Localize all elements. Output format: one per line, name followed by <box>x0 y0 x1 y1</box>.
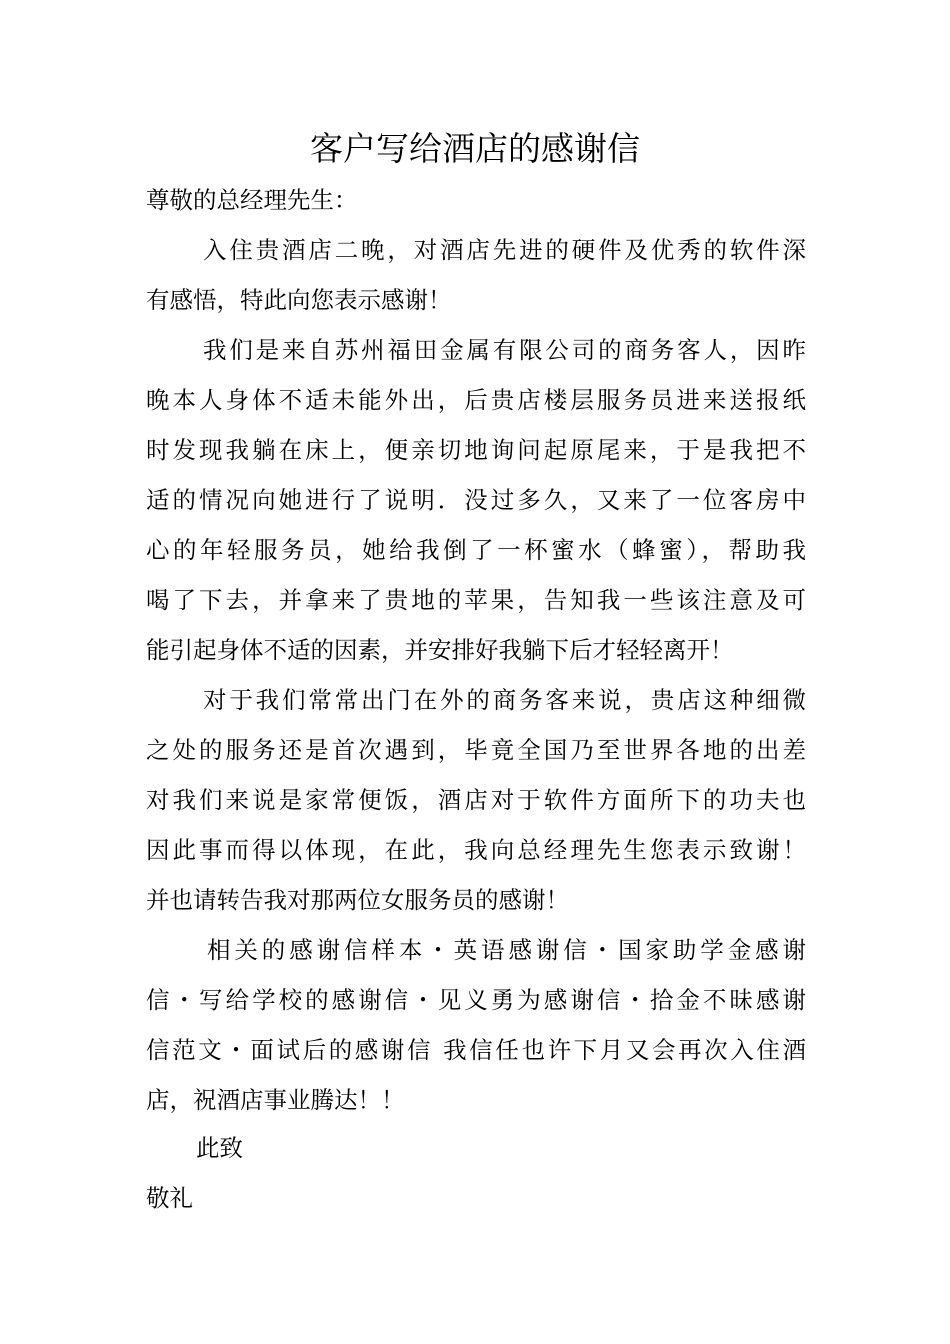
paragraph-line: 能引起身体不适的因素，并安排好我躺下后才轻轻离开！ <box>146 636 734 664</box>
paragraph-line: 之处的服务还是首次遇到，毕竟全国乃至世界各地的出差 <box>146 736 806 764</box>
paragraph-line: 有感悟，特此向您表示感谢！ <box>146 286 452 314</box>
regards: 敬礼 <box>146 1184 193 1212</box>
closing: 此致 <box>196 1134 243 1162</box>
paragraph-line: 店，祝酒店事业腾达！！ <box>146 1086 405 1114</box>
paragraph-line: 对于我们常常出门在外的商务客来说，贵店这种细微 <box>203 686 806 714</box>
page-title: 客户写给酒店的感谢信 <box>310 129 640 168</box>
paragraph-line: 入住贵酒店二晚，对酒店先进的硬件及优秀的软件深 <box>203 236 806 264</box>
paragraph-line: 并也请转告我对那两位女服务员的感谢！ <box>146 886 569 914</box>
paragraph-line: 晚本人身体不适未能外出，后贵店楼层服务员进来送报纸 <box>146 386 806 414</box>
paragraph-line: 信范文・面试后的感谢信 我信任也许下月又会再次入住酒 <box>146 1036 806 1064</box>
paragraph-line: 我们是来自苏州福田金属有限公司的商务客人，因昨 <box>203 336 806 364</box>
paragraph-line: 对我们来说是家常便饭，酒店对于软件方面所下的功夫也 <box>146 786 806 814</box>
paragraph-line: 相关的感谢信样本・英语感谢信・国家助学金感谢 <box>207 936 806 964</box>
paragraph-line: 心的年轻服务员，她给我倒了一杯蜜水（蜂蜜），帮助我 <box>146 536 806 564</box>
paragraph-line: 适的情况向她进行了说明．没过多久，又来了一位客房中 <box>146 486 806 514</box>
paragraph-line: 因此事而得以体现，在此，我向总经理先生您表示致谢！ <box>146 836 806 864</box>
paragraph-line: 喝了下去，并拿来了贵地的苹果，告知我一些该注意及可 <box>146 586 806 614</box>
salutation: 尊敬的总经理先生： <box>146 186 358 214</box>
paragraph-line: 信・写给学校的感谢信・见义勇为感谢信・拾金不昧感谢 <box>146 986 806 1014</box>
paragraph-line: 时发现我躺在床上，便亲切地询问起原尾来，于是我把不 <box>146 436 806 464</box>
